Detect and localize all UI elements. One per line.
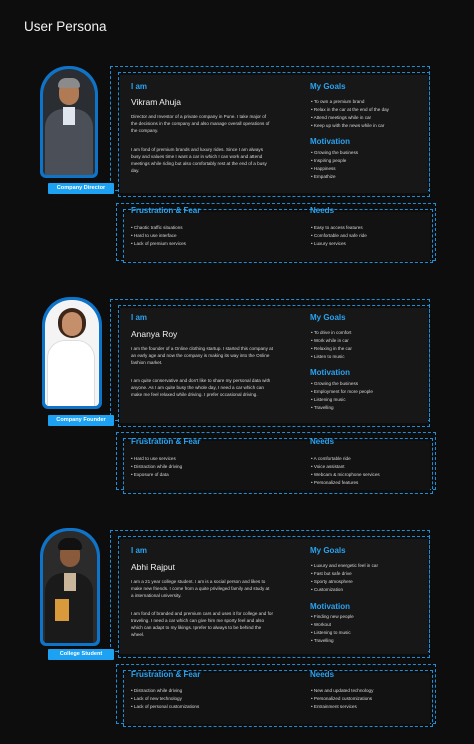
- list-item: • Attend meetings while in car: [311, 114, 389, 122]
- bio-paragraph: I am a 21 year college student. I am is a social person and likes to make new friends. I come from a quite privileged family and study at a international university.: [131, 579, 270, 599]
- bio-paragraph: I am the founder of a Online clothing startup. I started this company at an early age and now the company is making its way into the Online fashion market.: [131, 346, 273, 366]
- list-item: • Easy to access features: [311, 224, 367, 232]
- motivation-heading: Motivation: [310, 602, 350, 611]
- persona-name: Ananya Roy: [131, 329, 178, 339]
- bio-paragraph: Director and Investor of a private company in Pune. I take major of the decisions in the company and also manage overall operations of the company.: [131, 114, 270, 134]
- motivation-list: [311, 613, 354, 645]
- i-am-heading: I am: [131, 546, 148, 555]
- bio-paragraph: I am quite conservative and don't like to share my personal data with anyone. As I am quite busy the whole day, I need a car which can make me feel relaxed while driving. I prefer occasional driving.: [131, 378, 271, 398]
- goals-heading: My Goals: [310, 82, 346, 91]
- goals-list: [311, 98, 389, 130]
- list-item: • Lack of premium services: [131, 240, 186, 248]
- list-item: • Personalized customizations: [311, 695, 373, 703]
- list-item: • Hard to use services: [131, 455, 182, 463]
- needs-heading: Needs: [310, 670, 335, 679]
- persona-name: Vikram Ahuja: [131, 97, 181, 107]
- needs-heading: Needs: [310, 437, 335, 446]
- list-item: • Relaxing in the car: [311, 345, 352, 353]
- avatar: [40, 528, 100, 646]
- role-badge: College Student: [48, 649, 114, 660]
- list-item: • Inspiring people: [311, 157, 358, 165]
- role-badge: Company Director: [48, 183, 114, 194]
- goals-list: [311, 562, 378, 594]
- goals-heading: My Goals: [310, 313, 346, 322]
- needs-list: [311, 687, 373, 711]
- list-item: • Entrainment services: [311, 703, 373, 711]
- bio-paragraph: I am fond of premium brands and luxury rides. Since I am always busy and values time I want a car in which I can work and attend meetings while riding but also comfortably rest at the end of a busy day.: [131, 147, 267, 174]
- list-item: • Work while in car: [311, 337, 352, 345]
- list-item: • Finding new people: [311, 613, 354, 621]
- bio-paragraph: I am fond of branded and premium cars and uses it for college and for traveling. I need a car which can give him me sporty feel and also which can adapt to my likings. Iprefer to always to be behind the wheel.: [131, 611, 273, 638]
- list-item: • Growing the business: [311, 149, 358, 157]
- frustration-list: [131, 455, 182, 479]
- list-item: • Webcam & microphone services: [311, 471, 380, 479]
- frustration-heading: Frustration & Fear: [131, 670, 201, 679]
- needs-list: [311, 224, 367, 248]
- list-item: • Listening to music: [311, 629, 354, 637]
- motivation-list: [311, 380, 373, 412]
- list-item: • New and updated technology: [311, 687, 373, 695]
- list-item: • Fast but safe drive: [311, 570, 378, 578]
- frustration-list: [131, 224, 186, 248]
- goals-heading: My Goals: [310, 546, 346, 555]
- list-item: • Exposure of data: [131, 471, 182, 479]
- list-item: • Distraction while driving: [131, 687, 199, 695]
- list-item: • To drive in comfort: [311, 329, 352, 337]
- page-title: User Persona: [24, 19, 107, 34]
- list-item: • Listening music: [311, 396, 373, 404]
- list-item: • A comfortable ride: [311, 455, 380, 463]
- role-badge: Company Founder: [48, 415, 114, 426]
- list-item: • Keep up with the news while in car: [311, 122, 389, 130]
- list-item: • Empathize: [311, 173, 358, 181]
- i-am-heading: I am: [131, 82, 148, 91]
- list-item: • Growing the business: [311, 380, 373, 388]
- list-item: • Happiness: [311, 165, 358, 173]
- list-item: • Voice assistant: [311, 463, 380, 471]
- list-item: • Listen to music: [311, 353, 352, 361]
- needs-list: [311, 455, 380, 487]
- frustration-heading: Frustration & Fear: [131, 437, 201, 446]
- persona-name: Abhi Rajput: [131, 562, 175, 572]
- list-item: • Relax in the car at the end of the day: [311, 106, 389, 114]
- motivation-heading: Motivation: [310, 368, 350, 377]
- list-item: • Lack of personal customizations: [131, 703, 199, 711]
- list-item: • Personalized features: [311, 479, 380, 487]
- motivation-list: [311, 149, 358, 181]
- list-item: • Customization: [311, 586, 378, 594]
- frustration-list: [131, 687, 199, 711]
- motivation-heading: Motivation: [310, 137, 350, 146]
- list-item: • Lack of new technology: [131, 695, 199, 703]
- list-item: • Travelling: [311, 404, 373, 412]
- list-item: • Chaotic traffic situations: [131, 224, 186, 232]
- list-item: • To own a premium brand: [311, 98, 389, 106]
- list-item: • Comfortable and safe ride: [311, 232, 367, 240]
- avatar: [40, 66, 98, 178]
- needs-heading: Needs: [310, 206, 335, 215]
- list-item: • Distraction while driving: [131, 463, 182, 471]
- goals-list: [311, 329, 352, 361]
- list-item: • Hard to use interface: [131, 232, 186, 240]
- list-item: • Luxury and energetic feel in car: [311, 562, 378, 570]
- i-am-heading: I am: [131, 313, 148, 322]
- list-item: • Employment for more people: [311, 388, 373, 396]
- list-item: • Travelling: [311, 637, 354, 645]
- list-item: • Luxury services: [311, 240, 367, 248]
- avatar: [42, 297, 102, 409]
- list-item: • Sporty atmosphere: [311, 578, 378, 586]
- frustration-heading: Frustration & Fear: [131, 206, 201, 215]
- list-item: • Workout: [311, 621, 354, 629]
